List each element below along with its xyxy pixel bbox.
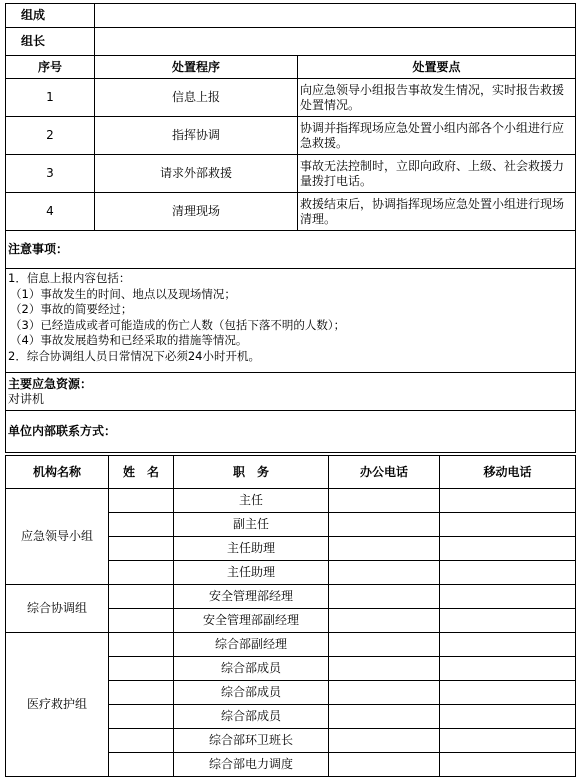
office-phone-cell — [329, 513, 440, 537]
procedure-step: 清理现场 — [95, 193, 298, 231]
procedure-point: 事故无法控制时，立即向政府、上级、社会救援力量拨打电话。 — [298, 155, 576, 193]
leader-value — [95, 28, 576, 56]
org-name: 医疗救护组 — [6, 633, 109, 777]
office-phone-cell — [329, 705, 440, 729]
name-cell — [109, 489, 174, 513]
column-header-point: 处置要点 — [298, 56, 576, 79]
name-cell — [109, 513, 174, 537]
office-phone-cell — [329, 657, 440, 681]
name-cell — [109, 729, 174, 753]
column-header-mobile-phone: 移动电话 — [440, 456, 576, 489]
resources-row — [6, 373, 576, 411]
name-cell — [109, 537, 174, 561]
name-cell — [109, 585, 174, 609]
mobile-phone-cell — [440, 489, 576, 513]
table-row — [6, 633, 576, 657]
mobile-phone-cell — [440, 585, 576, 609]
office-phone-cell — [329, 537, 440, 561]
position-cell: 综合部成员 — [174, 657, 329, 681]
leader-label: 组长 — [6, 28, 95, 56]
note-line: （1）事故发生的时间、地点以及现场情况； — [10, 286, 236, 301]
position-cell: 综合部电力调度 — [174, 753, 329, 777]
name-cell — [109, 633, 174, 657]
position-cell: 副主任 — [174, 513, 329, 537]
name-cell — [109, 681, 174, 705]
mobile-phone-cell — [440, 537, 576, 561]
column-header-name: 姓 名 — [109, 456, 174, 489]
position-cell: 主任 — [174, 489, 329, 513]
contact-title-row — [6, 411, 576, 453]
note-line: （2）事故的简要经过； — [10, 302, 133, 316]
position-cell: 综合部成员 — [174, 705, 329, 729]
mobile-phone-cell — [440, 705, 576, 729]
column-header-office-phone: 办公电话 — [329, 456, 440, 489]
table-row — [6, 585, 576, 609]
office-phone-cell — [329, 729, 440, 753]
resources-title: 主要应急资源： — [8, 376, 93, 391]
notes-title-row — [6, 231, 576, 269]
notes-title: 注意事项： — [6, 231, 576, 269]
mobile-phone-cell — [440, 513, 576, 537]
notes-body — [6, 269, 576, 373]
office-phone-cell — [329, 561, 440, 585]
mobile-phone-cell — [440, 729, 576, 753]
resources-cell — [6, 373, 576, 411]
contact-table — [5, 455, 576, 777]
notes-body-row — [6, 269, 576, 373]
note-line: 1．信息上报内容包括： — [8, 271, 131, 285]
note-line: 2．综合协调组人员日常情况下必须24小时开机。 — [8, 348, 260, 363]
name-cell — [109, 561, 174, 585]
column-header-org: 机构名称 — [6, 456, 109, 489]
name-cell — [109, 609, 174, 633]
column-header-no: 序号 — [6, 56, 95, 79]
group-row — [6, 4, 576, 28]
procedure-form — [5, 3, 576, 453]
table-row — [6, 489, 576, 513]
name-cell — [109, 657, 174, 681]
contact-title: 单位内部联系方式： — [6, 411, 576, 453]
note-line: （4）事故发展趋势和已经采取的措施等情况。 — [10, 333, 248, 347]
mobile-phone-cell — [440, 609, 576, 633]
column-header-position: 职 务 — [174, 456, 329, 489]
mobile-phone-cell — [440, 657, 576, 681]
org-name: 综合协调组 — [6, 585, 109, 633]
office-phone-cell — [329, 489, 440, 513]
office-phone-cell — [329, 609, 440, 633]
mobile-phone-cell — [440, 753, 576, 777]
org-name: 应急领导小组 — [6, 489, 109, 585]
resources-value: 对讲机 — [8, 391, 45, 406]
group-label: 组成 — [6, 4, 95, 28]
procedure-step: 请求外部救援 — [95, 155, 298, 193]
procedure-row — [6, 155, 576, 193]
mobile-phone-cell — [440, 681, 576, 705]
procedure-row — [6, 79, 576, 117]
position-cell: 安全管理部经理 — [174, 585, 329, 609]
procedure-row — [6, 117, 576, 155]
position-cell: 主任助理 — [174, 537, 329, 561]
procedure-point: 协调并指挥现场应急处置小组内部各个小组进行应急救援。 — [298, 117, 576, 155]
row-number: 3 — [6, 155, 95, 193]
leader-row — [6, 28, 576, 56]
procedure-point: 救援结束后，协调指挥现场应急处置小组进行现场清理。 — [298, 193, 576, 231]
column-header-step: 处置程序 — [95, 56, 298, 79]
position-cell: 主任助理 — [174, 561, 329, 585]
procedure-step: 指挥协调 — [95, 117, 298, 155]
row-number: 1 — [6, 79, 95, 117]
position-cell: 综合部副经理 — [174, 633, 329, 657]
office-phone-cell — [329, 585, 440, 609]
mobile-phone-cell — [440, 561, 576, 585]
position-cell: 综合部环卫班长 — [174, 729, 329, 753]
name-cell — [109, 705, 174, 729]
procedure-point: 向应急领导小组报告事故发生情况，实时报告救援处置情况。 — [298, 79, 576, 117]
row-number: 4 — [6, 193, 95, 231]
name-cell — [109, 753, 174, 777]
procedure-header-row — [6, 56, 576, 79]
procedure-row — [6, 193, 576, 231]
office-phone-cell — [329, 633, 440, 657]
contact-header-row — [6, 456, 576, 489]
office-phone-cell — [329, 753, 440, 777]
procedure-step: 信息上报 — [95, 79, 298, 117]
note-line: （3）已经造成或者可能造成的伤亡人数（包括下落不明的人数）； — [10, 317, 346, 332]
mobile-phone-cell — [440, 633, 576, 657]
row-number: 2 — [6, 117, 95, 155]
position-cell: 综合部成员 — [174, 681, 329, 705]
position-cell: 安全管理部副经理 — [174, 609, 329, 633]
group-value — [95, 4, 576, 28]
office-phone-cell — [329, 681, 440, 705]
